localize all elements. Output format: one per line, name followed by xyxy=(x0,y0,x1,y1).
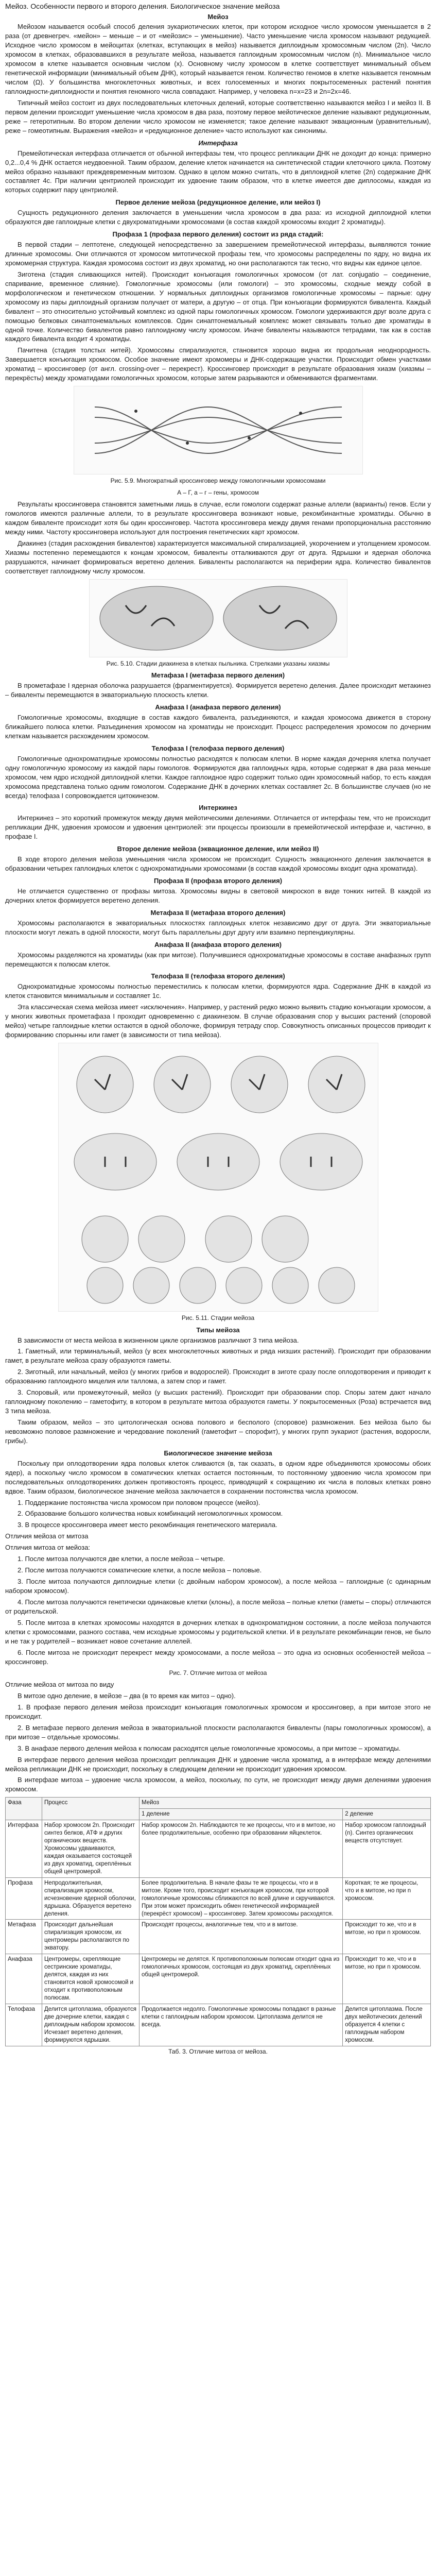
table-header-cell: Мейоз xyxy=(139,1798,431,1809)
list-item: 5. После митоза в клетках хромосомы находятся в дочерних клетках в однохроматидном состоянии, а после мейоза получаются клетки с хромосомами, разного состава, чем исходные хромосомы у родительской клетки. И в результате рекомбинации генов, не было и не так у родителей – возникает новое сочетание аллелей. xyxy=(5,1618,431,1645)
list-item: 6. После митоза не происходит перекрест между хромосомами, а после мейоза – это одна из основных особенностей мейоза – кроссинговер. xyxy=(5,1648,431,1666)
interphase-paragraph: Премейотическая интерфаза отличается от обычной интерфазы тем, что процесс репликации ДНК не доходит до конца: примерно 0,2...0,4 % ДНК остается неудвоенной. Таким образом, деление клеток начинается на синтетической стадии клеточного цикла. Поэтому мейоз образно называют преждевременным митозом. Однако в целом можно считать, что в диплоидной клетке (2n) содержание ДНК составляет 4c. При наличии центриолей происходит их удвоение таким образом, что в клетке имеется две диплосомы, каждая из которых содержит пару центриолей. xyxy=(5,149,431,194)
figure-caption: Рис. 5.10. Стадии диакинеза в клетках пыльника. Стрелками указаны хиазмы xyxy=(106,659,330,667)
section-heading-types: Типы мейоза xyxy=(196,1326,240,1334)
table-cell: Происходит дальнейшая спирализация хромосом, их центромеры располагаются по экватору. xyxy=(42,1920,139,1954)
table-cell: Метафаза xyxy=(6,1920,42,1954)
section-heading-metaphase-2: Метафаза II (метафаза второго деления) xyxy=(150,908,286,917)
section-heading-telophase-1: Телофаза I (телофаза первого деления) xyxy=(151,744,285,752)
crossing-over-illustration xyxy=(74,386,362,474)
section-heading-prophase-2: Профаза II (профаза второго деления) xyxy=(153,877,283,885)
table-header-cell: Процесс xyxy=(42,1798,139,1820)
table-cell: Более продолжительна. В начале фазы те же процессы, что и в митозе. Кроме того, происходит конъюгация хромосом, при которой гомологичные хромосомы сближаются по всей длине и скручиваются. При этом может происходить обмен генетической информацией (перекрёст хромосом) – кроссинговер. Затем хромосомы расходятся. xyxy=(139,1877,343,1920)
meiosis-2-paragraph: В ходе второго деления мейоза уменьшения числа хромосом не происходит. Сущность эквационного деления заключается в образовании четырех гаплоидных клеток с однохроматидными хромосомами (в состав каждой хромосомы входит одна хроматида). xyxy=(5,855,431,873)
figure-caption: Рис. 7. Отличие митоза от мейоза xyxy=(169,1669,267,1676)
section-heading-telophase-2: Телофаза II (телофаза второго деления) xyxy=(151,972,285,980)
table-cell: Набор хромосом 2n. Происходит синтез белков, АТФ и других органических веществ. Хромосомы удваиваются, каждая оказывается состоящей из двух хроматид, скреплённых общей центромерой. xyxy=(42,1820,139,1878)
prophase-2-paragraph: Не отличается существенно от профазы митоза. Хромосомы видны в световой микроскоп в виде тонких нитей. В каждой из дочерних клеток формируется веретено деления. xyxy=(5,887,431,904)
meiosis-1-paragraph: Сущность редукционного деления заключается в уменьшении числа хромосом в два раза: из исходной диплоидной клетки образуются две гаплоидные клетки с двухроматидными хромосомами (в состав каждой хромосомы входит 2 хроматиды). xyxy=(5,209,431,226)
table-header-cell: 1 деление xyxy=(139,1809,343,1820)
telophase-2-paragraph: Однохроматидные хромосомы полностью переместились к полюсам клетки, формируются ядра. Содержание ДНК в каждой из клеток становится минимальным и составляет 1c. xyxy=(5,982,431,1000)
comparison-table xyxy=(5,1797,431,2046)
table-row xyxy=(6,1954,431,2004)
significance-paragraph: Поскольку при оплодотворении ядра половых клеток сливаются (в, так сказать, в одном ядре объединяются хромосомы обоих ядер), а поскольку число хромосом в соматических клетках остается постоянным, то постоянному удвоению числа хромосом при последовательных оплодотворениях должен противостоять процесс, приводящий к сокращению их числа в половых клетках ровно вдвое. Таким образом, биологическое значение мейоза заключается в сохранении постоянства числа хромосом. xyxy=(5,1459,431,1495)
significance-paragraph: Отличие мейоза от митоза по виду xyxy=(5,1681,114,1689)
types-summary: Таким образом, мейоз – это цитологическая основа полового и бесполого (споровое) размножения. Без мейоза было бы невозможно половое размножение и чередование поколений (гаметофит – спорофит), у многих групп эукариот (растения, водоросли, грибы). xyxy=(5,1418,431,1445)
prophase-1-paragraph: В первой стадии – лептотене, следующей непосредственно за завершением премейотической интерфазы, выявляются тонкие длинные хромосомы. Они отличаются от хромосом митотической профазы тем, что хромосомы распределены по ядру, но видна их хромомерная структура. Каждая хромосома состоит из двух хроматид, но они располагаются так тесно, что видны как единое целое. xyxy=(5,241,431,267)
table-cell: Профаза xyxy=(6,1877,42,1920)
figure-meiosis-stages xyxy=(58,1043,378,1312)
list-item: 1. Гаметный, или терминальный, мейоз (у всех многоклеточных животных и ряда низших растений). Происходит при образовании гамет, в результате мейоза сразу образуются гаметы. xyxy=(5,1347,431,1365)
diakinesis-illustration xyxy=(90,580,347,657)
interkinesis-paragraph: Интеркинез – это короткий промежуток между двумя мейотическими делениями. Отличается от интерфазы тем, что не происходит репликации ДНК, удвоения хромосом и удвоения центриолей: эти процессы произошли в премейотической интерфазе и, частично, в профазе I. xyxy=(5,814,431,841)
list-item: 2. Образование большого количества новых комбинаций негомологичных хромосом. xyxy=(18,1510,283,1518)
table-row xyxy=(6,1877,431,1920)
section-heading-metaphase-1: Метафаза I (метафаза первого деления) xyxy=(151,671,285,680)
table-cell: Делится цитоплазма, образуются две дочерние клетки, каждая с диплоидным набором хромосом. Исчезает веретено деления, формируются ядрышки. xyxy=(42,2004,139,2046)
prophase-1-paragraph: Зиготена (стадия сливающихся нитей). Происходит конъюгация гомологичных хромосом (от лат. conjugatio – соединение, спаривание, временное слияние). Гомологичные хромосомы (или гомологи) – это хромосомы, сходные между собой в морфологическом и генетическом отношении. У нормальных диплоидных организмов гомологичные хромосомы – парные: одну хромосому из пары диплоидный организм получает от матери, а другую – от отца. При конъюгации формируются бивалента. Каждый бивалент – это относительно устойчивый комплекс из одной пары гомологичных хромосом. Гомологи удерживаются друг возле друга с помощью белковых синаптонемальных комплексов. Один синаптонемальный комплекс может связывать только две хроматиды в одной точке. Количество бивалентов равно гаплоидному числу хромосом. Иначе биваленты называются тетрадами, так как в состав каждого бивалента входит 4 хроматиды. xyxy=(5,270,431,343)
figure-subcaption: А – Г, а – г – гены, хромосом xyxy=(177,488,259,496)
anaphase-1-paragraph: Гомологичные хромосомы, входящие в состав каждого бивалента, разъединяются, и каждая хромосома движется в сторону ближайшего полюса клетки. Разъединения хромосом на хроматиды не происходит. Процесс распределения хромосом по дочерним клеткам называется расхождением хромосом. xyxy=(5,714,431,740)
table-row xyxy=(6,1920,431,1954)
table-cell: Набор хромосом 2n. Наблюдаются те же процессы, что и в митозе, но более продолжительные, особенно при образовании яйцеклеток. xyxy=(139,1820,343,1878)
table-row xyxy=(6,2004,431,2046)
prophase-1-paragraph: Результаты кроссинговера становятся заметными лишь в случае, если гомологи содержат разные аллели (варианты) генов. Если у гомологов имеются различные аллели, то в результате кроссинговера возникают новые, рекомбинантные хроматиды. Обычно в каждом биваленте происходит хотя бы один кроссинговер. Частота кроссинговера между двумя генами пропорциональна расстоянию между ними. Частоту кроссинговера используют для построения генетических карт хромосом. xyxy=(5,500,431,536)
section-heading-meiosis-1: Первое деление мейоза (редукционное деление, или мейоз I) xyxy=(115,198,321,207)
types-intro: В зависимости от места мейоза в жизненном цикле организмов различают 3 типа мейоза. xyxy=(18,1336,299,1344)
significance-paragraph: В интерфазе первого деления мейоза происходит репликация ДНК и удвоение числа хроматид, а в интерфазе между делениями мейоза репликации ДНК не происходит, поскольку в следующем делении не происходит удвоения хромосом. xyxy=(5,1755,431,1773)
table-row xyxy=(6,1820,431,1878)
intro-paragraph: Мейозом называется особый способ деления эукариотических клеток, при котором исходное число хромосом уменьшается в 2 раза (от древнегреч. «мейон» – меньше – и от «мейозис» – уменьшение). Часто уменьшение числа хромосом называют редукцией. Исходное число хромосом в мейоцитах (клетках, вступающих в мейоз) называется диплоидным хромосомным числом (2n). Число хромосом в клетках, образовавшихся в результате мейоза, называется гаплоидным хромосомным числом (n). Минимальное число хромосом в клетке называется основным числом (x). Основному числу хромосом в клетке соответствует минимальный объем генетической информации (минимальный объем ДНК), который называется геном. Количество геномов в клетке называется геномным числом (Ω). У большинства многоклеточных животных, и всех голосеменных и многих покрытосеменных растений понятия гаплоидности-диплоидности и понятия геномного числа совпадают. Например, у человека n=x=23 и 2n=2x=46. xyxy=(5,23,431,95)
prophase-1-paragraph: Пачитена (стадия толстых нитей). Хромосомы спирализуются, становится хорошо видна их продольная неоднородность. Завершается конъюгация хромосом. Особое значение имеют хромомеры и ДНК-содержащие участки. Происходит обмен участками хроматид – кроссинговер (от англ. crossing-over – перекрест). Кроссинговер происходит в результате образования хиазм (хиазмы – перекрёсты) между хроматидами гомологичных хромосом, которые затем разрываются и обмениваются фрагментами. xyxy=(5,346,431,382)
table-cell: Происходит то же, что и в митозе, но при n хромосом. xyxy=(343,1920,431,1954)
table-cell: Центромеры, скрепляющие сестринские хроматиды, делятся, каждая из них становится новой хромосомой и отходит к противоположным полюсам. xyxy=(42,1954,139,2004)
table-header-cell: 2 деление xyxy=(343,1809,431,1820)
figure-caption: Рис. 5.11. Стадии мейоза xyxy=(181,1314,255,1322)
list-item: 1. В профазе первого деления мейоза происходит конъюгация гомологичных хромосом и кроссинговер, а при митозе этого не происходит. xyxy=(5,1703,431,1720)
section-heading-anaphase-1: Анафаза I (анафаза первого деления) xyxy=(155,703,281,711)
section-heading-prophase-1: Профаза 1 (профаза первого деления) состоит из ряда стадий: xyxy=(112,230,324,239)
list-item: 1. Поддержание постоянства числа хромосом при половом процессе (мейоз). xyxy=(18,1498,260,1506)
significance-paragraph: В интерфазе митоза – удвоение числа хромосом, а мейоз, поскольку, по сути, не происходит между двумя делениями удвоения хромосом. xyxy=(5,1776,431,1793)
list-item: 2. Зиготный, или начальный, мейоз (у многих грибов и водорослей). Происходит в зиготе сразу после оплодотворения и приводит к образованию гаплоидного мицелия или таллома, а затем спор и гамет. xyxy=(5,1368,431,1385)
figure-diakinesis xyxy=(89,579,347,657)
list-item: 3. В процессе кроссинговера имеет место рекомбинация генетического материала. xyxy=(18,1521,277,1529)
section-heading-anaphase-2: Анафаза II (анафаза второго деления) xyxy=(154,940,282,948)
diff-mitosis-heading: Отличия митоза от мейоза: xyxy=(5,1544,91,1552)
list-item: 1. После митоза получаются две клетки, а после мейоза – четыре. xyxy=(18,1555,225,1563)
section-heading-interphase: Интерфаза xyxy=(198,139,238,147)
page-title: Мейоз. Особенности первого и второго деления. Биологическое значение мейоза xyxy=(5,2,280,10)
table-cell: Делится цитоплазма. После двух мейотических делений образуется 4 клетки с гаплоидным набором хромосом. xyxy=(343,2004,431,2046)
section-heading-interkinesis: Интеркинез xyxy=(199,804,237,812)
meiosis-stages-illustration xyxy=(59,1043,378,1311)
list-item: 2. В метафазе первого деления мейоза в экваториальной плоскости располагаются биваленты (пары гомологичных хромосом), а при митозе – отдельные хромосомы. xyxy=(5,1723,431,1741)
list-item: В митозе одно деление, в мейозе – два (в то время как митоз – одно). xyxy=(18,1691,236,1700)
table-cell: Анафаза xyxy=(6,1954,42,2004)
list-item: 2. После митоза получаются соматические клетки, а после мейоза – половые. xyxy=(18,1566,262,1574)
table-cell: Телофаза xyxy=(6,2004,42,2046)
table-cell: Центромеры не делятся. К противоположным полюсам отходит одна из гомологичных хромосом, состоящая из двух хроматид, скреплённых общей центромерой. xyxy=(139,1954,343,2004)
list-item: 3. В анафазе первого деления мейоза к полюсам расходятся целые гомологичные хромосомы, а при митозе – хроматиды. xyxy=(18,1744,401,1752)
section-heading-meiosis: Мейоз xyxy=(207,12,229,21)
list-item: 3. Споровый, или промежуточный, мейоз (у высших растений). Происходит при образовании спор. Споры затем дают начало гаплоидному поколению – гаметофиту, в котором в результате митоза образуются гаметы. У покрытосеменных (Роза) встречается вид 3 типа мейоза. xyxy=(5,1388,431,1415)
table-cell: Происходит то же, что и в митозе, но при n хромосом. xyxy=(343,1954,431,2004)
metaphase-2-paragraph: Хромосомы располагаются в экваториальных плоскостях гаплоидных клеток независимо друг от друга. Эти экваториальные плоскости могут лежать в одной плоскости, могут быть параллельны друг другу или взаимно перпендикулярны. xyxy=(5,919,431,936)
table-header-cell: Фаза xyxy=(6,1798,42,1820)
list-item: 4. После митоза получаются генетически одинаковые клетки (клоны), а после мейоза – полные клетки (гаметы – споры) отличаются от родительской. xyxy=(5,1598,431,1615)
anaphase-2-paragraph: Хромосомы разделяются на хроматиды (как при митозе). Получившиеся однохроматидные хромосомы в составе анафазных групп перемещаются к полюсам клеток. xyxy=(5,951,431,968)
metaphase-1-paragraph: В прометафазе I ядерная оболочка разрушается (фрагментируется). Формируется веретено деления. Далее происходит метакинез – биваленты перемещаются в экваториальную плоскость клетки. xyxy=(5,682,431,699)
figure-crossing-over xyxy=(74,386,363,474)
table-cell: Интерфаза xyxy=(6,1820,42,1878)
prophase-1-paragraph: Диакинез (стадия расхождения бивалентов) характеризуется максимальной спирализацией, укорочением и утолщением хромосом. Хиазмы постепенно перемещаются к концам хромосом, биваленты отталкиваются друг от друга. Ядрышки и ядерная оболочка разрушаются, начинает формироваться веретено деления. Биваленты располагаются на периферии ядра. Количество бивалентов соответствует гаплоидному числу хромосом. xyxy=(5,539,431,575)
table-cell: Происходят процессы, аналогичные тем, что и в митозе. xyxy=(139,1920,343,1954)
telophase-2-paragraph: Эта классическая схема мейоза имеет «исключения». Например, у растений редко можно выявить стадию конъюгации хромосом, а у многих животных прометафаза I проходит одновременно с диакинезом. В случае образования спор у высших растений (споровой мейоз) четыре гаплоидные клетки остаются в одной оболочке, формируя тетраду спор. Совокупность описанных процессов приводит к формированию спорынны или гамет (в зависимости от типа мейоза). xyxy=(5,1003,431,1039)
section-heading-meiosis-2: Второе деление мейоза (эквационное деление, или мейоз II) xyxy=(117,845,319,853)
list-item: 3. После митоза получаются диплоидные клетки (с двойным набором хромосом), а после мейоза – гаплоидные (с одинарным набором хромосом). xyxy=(5,1578,431,1595)
table-cell: Набор хромосом гаплоидный (n). Синтез органических веществ отсутствует. xyxy=(343,1820,431,1878)
diff-heading: Отличия мейоза от митоза xyxy=(5,1532,89,1540)
table-caption: Таб. 3. Отличие митоза от мейоза. xyxy=(168,2047,268,2055)
table-header-row xyxy=(6,1798,431,1809)
intro-paragraph: Типичный мейоз состоит из двух последовательных клеточных делений, которые соответственно называются мейоз I и мейоз II. В первом делении происходит уменьшение числа хромосом в два раза, поэтому первое мейотическое деление называют редукционным, реже – гетеротипным. Во втором делении число хромосом не изменяется; такое деление называют эквационным (уравнительным), реже – гомеотипным. Выражения «мейоз» и «редукционное деление» часто используют как синонимы. xyxy=(5,98,431,134)
figure-caption: Рис. 5.9. Многократный кроссинговер между гомологичными хромосомами xyxy=(110,477,326,485)
table-cell: Непродолжительная, спирализация хромосом, исчезновение ядерной оболочки, ядрышка. Образуется веретено деления. xyxy=(42,1877,139,1920)
table-cell: Продолжается недолго. Гомологичные хромосомы попадают в разные клетки с гаплоидным набором хромосом. Цитоплазма делится не всегда. xyxy=(139,2004,343,2046)
section-heading-significance: Биологическое значение мейоза xyxy=(164,1449,272,1457)
telophase-1-paragraph: Гомологичные однохроматидные хромосомы полностью расходятся к полюсам клетки. В норме каждая дочерняя клетка получает одну гомологичную хромосому из каждой пары гомологов. Формируются два гаплоидных ядра, которые содержат в два раза меньше хромосом, чем ядро исходной диплоидной клетки. Каждое гаплоидное ядро содержит только один хромосомный набор, то есть каждая хромосома представлена только одним гомологом. Содержание ДНК в дочерних клетках составляет 2c. В большинстве случаев (но не всегда) телофаза I сопровождается цитокинезом. xyxy=(5,754,431,800)
table-cell: Короткая; те же процессы, что и в митозе, но при n хромосом. xyxy=(343,1877,431,1920)
